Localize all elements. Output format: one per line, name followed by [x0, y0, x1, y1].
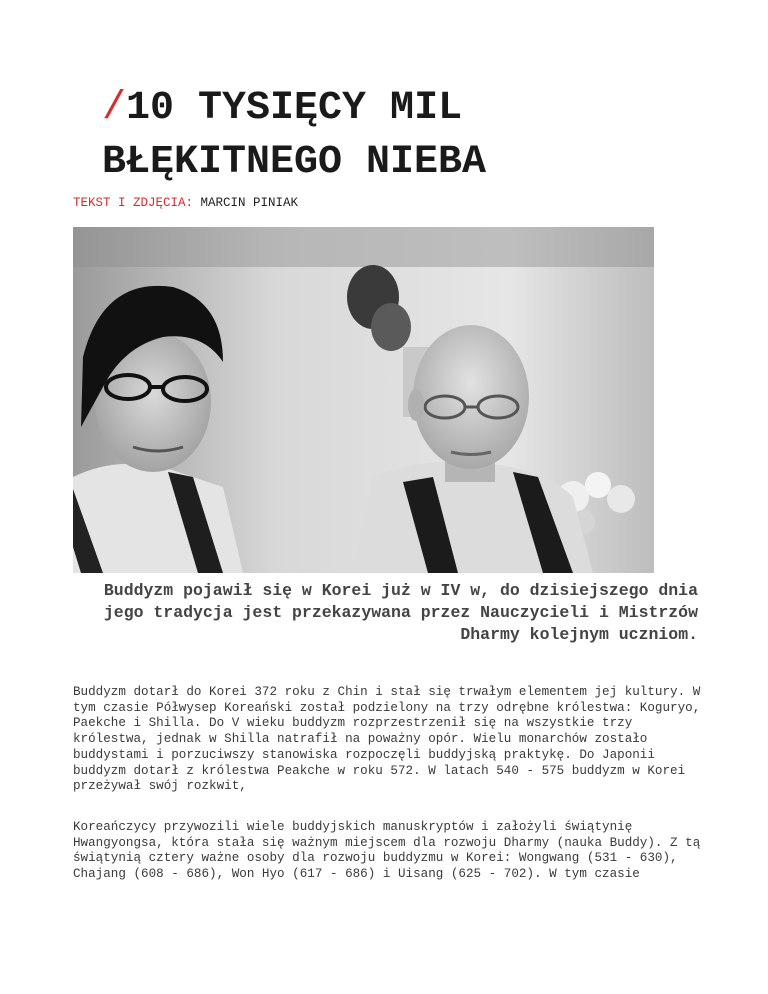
article-paragraph-2: Koreańczycy przywozili wiele buddyjskich manuskryptów i założyli świątynię Hwangyongsa, która stała się ważnym miejscem dla rozwoju Dharmy (nauka Buddy). Z tą świątynią cztery ważne osoby dla rozwoju buddyzmu w Korei: Wongwang (531 - 630), Chajang (608 - 686), Won Hyo (617 - 686) i Uisang (625 - 702). W tym czasie: [73, 820, 701, 882]
monks-photo-image: [73, 227, 654, 573]
article-paragraph-1: Buddyzm dotarł do Korei 372 roku z Chin i stał się trwałym elementem jej kultury. W tym czasie Półwysep Koreański został podzielony na trzy odrębne królestwa: Koguryo, Paekche i Shilla. Do V wieku buddyzm rozprzestrzenił się na wszystkie trzy królestwa, jednak w Shilla natrafił na poważny opór. Wielu monarchów zostało buddystami i porzuciwszy stanowiska rozpoczęli buddyjską praktykę. Do Japonii buddyzm dotarł z królestwa Peakche w roku 572. W latach 540 - 575 buddyzm w Korei przeżywał swój rozkwit,: [73, 685, 701, 794]
article-photo: [73, 227, 654, 573]
byline: [73, 195, 298, 211]
title-line-1: 10 TYSIĘCY MIL: [126, 86, 463, 131]
title-slash: /: [102, 86, 127, 131]
title-line-2: BŁĘKITNEGO NIEBA: [102, 140, 487, 185]
byline-author: MARCIN PINIAK: [200, 196, 299, 210]
article-title: [102, 82, 486, 190]
article-lead: Buddyzm pojawił się w Korei już w IV w, do dzisiejszego dnia jego tradycja jest przekazywana przez Nauczycieli i Mistrzów Dharmy kolejnym uczniom.: [103, 581, 698, 644]
byline-label: TEKST I ZDJĘCIA:: [73, 196, 194, 210]
